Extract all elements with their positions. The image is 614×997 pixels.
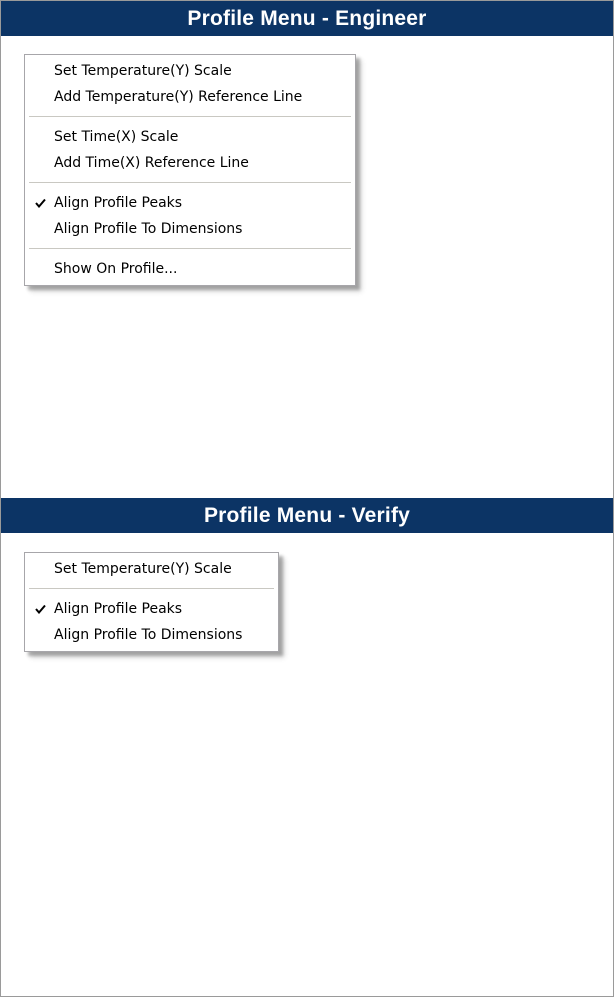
menu-item-label: Set Temperature(Y) Scale xyxy=(54,561,232,577)
checkmark-icon xyxy=(33,190,47,216)
menu-item-label: Align Profile To Dimensions xyxy=(54,627,243,643)
menu-separator xyxy=(29,182,351,183)
menu-item-set-temperature-scale[interactable] xyxy=(25,556,278,582)
engineer-section xyxy=(1,1,613,498)
menu-item-label: Align Profile Peaks xyxy=(54,601,183,617)
menu-item-align-profile-peaks[interactable] xyxy=(25,596,278,622)
menu-item-label: Set Temperature(Y) Scale xyxy=(54,63,232,79)
menu-item-label: Align Profile To Dimensions xyxy=(54,221,243,237)
menu-item-label: Add Temperature(Y) Reference Line xyxy=(54,89,303,105)
menu-separator xyxy=(29,116,351,117)
menu-separator xyxy=(29,588,274,589)
menu-item-add-time-reference-line[interactable] xyxy=(25,150,355,176)
verify-context-menu xyxy=(24,552,279,652)
menu-item-align-profile-to-dimensions[interactable] xyxy=(25,622,278,648)
menu-item-align-profile-to-dimensions[interactable] xyxy=(25,216,355,242)
menu-item-label: Show On Profile... xyxy=(54,261,178,277)
verify-header: Profile Menu - Verify xyxy=(1,498,613,533)
menu-item-label: Align Profile Peaks xyxy=(54,195,183,211)
menu-item-set-temperature-scale[interactable] xyxy=(25,58,355,84)
menu-item-align-profile-peaks[interactable] xyxy=(25,190,355,216)
engineer-header: Profile Menu - Engineer xyxy=(1,1,613,36)
menu-separator xyxy=(29,248,351,249)
checkmark-icon xyxy=(33,596,47,622)
menu-item-label: Set Time(X) Scale xyxy=(54,129,179,145)
menu-item-set-time-scale[interactable] xyxy=(25,124,355,150)
menu-item-label: Add Time(X) Reference Line xyxy=(54,155,249,171)
menu-item-add-temperature-reference-line[interactable] xyxy=(25,84,355,110)
engineer-context-menu xyxy=(24,54,356,286)
menu-item-show-on-profile[interactable] xyxy=(25,256,355,282)
verify-section xyxy=(1,498,613,996)
